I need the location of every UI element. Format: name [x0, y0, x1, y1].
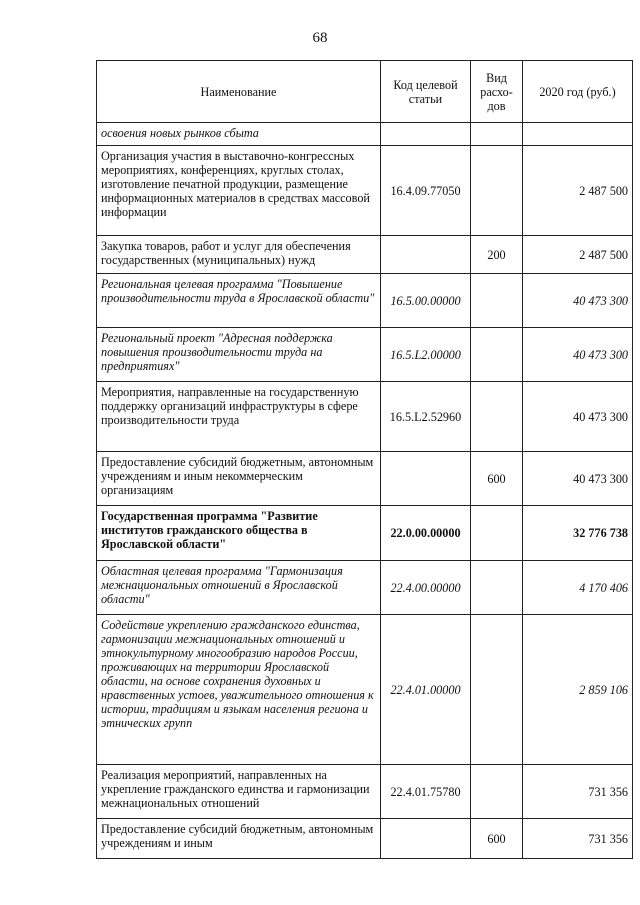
row-name-cell	[97, 452, 381, 506]
table-row	[97, 765, 633, 819]
row-name-cell	[97, 382, 381, 452]
table-row	[97, 819, 633, 859]
row-kind-cell	[471, 146, 523, 236]
table-row	[97, 452, 633, 506]
table-row	[97, 274, 633, 328]
row-name-text: Региональная целевая программа "Повышение производительности труда в Ярославской области"	[101, 277, 375, 305]
row-amount-cell: 2 487 500	[523, 146, 633, 236]
table-row	[97, 146, 633, 236]
row-kind-cell	[471, 123, 523, 146]
row-amount-cell: 40 473 300	[523, 274, 633, 328]
row-name-text: Закупка товаров, работ и услуг для обеспечения государственных (муниципальных) нужд	[101, 239, 351, 267]
row-name-text: Областная целевая программа "Гармонизация межнациональных отношений в Ярославской области"	[101, 564, 343, 606]
header-name: Наименование	[97, 61, 381, 123]
row-code-cell: 16.5.L2.52960	[381, 382, 471, 452]
row-name-text: Организация участия в выставочно-конгрессных мероприятиях, конференциях, круглых столах, изготовление печатной продукции, размещение информационных материалов в средствах массовой информации	[101, 149, 370, 219]
row-name-text: Государственная программа "Развитие институтов гражданского общества в Ярославской области"	[101, 509, 318, 551]
row-kind-cell	[471, 765, 523, 819]
row-code-cell: 16.5.L2.00000	[381, 328, 471, 382]
row-name-cell	[97, 146, 381, 236]
row-code-cell: 22.0.00.00000	[381, 506, 471, 561]
row-name-cell	[97, 819, 381, 859]
row-amount-cell: 40 473 300	[523, 328, 633, 382]
row-amount-cell: 2 487 500	[523, 236, 633, 274]
row-name-text: Предоставление субсидий бюджетным, автономным учреждениям и иным некоммерческим организациям	[101, 455, 374, 497]
row-code-cell	[381, 236, 471, 274]
header-code: Код целевой статьи	[381, 61, 471, 123]
row-kind-cell	[471, 506, 523, 561]
row-amount-cell: 4 170 406	[523, 561, 633, 615]
row-code-cell	[381, 123, 471, 146]
table-row	[97, 561, 633, 615]
header-kind: Вид расхо-дов	[471, 61, 523, 123]
table-row	[97, 382, 633, 452]
table-row	[97, 615, 633, 765]
table-body	[97, 123, 633, 859]
row-name-cell	[97, 615, 381, 765]
header-row	[97, 61, 633, 123]
row-amount-cell: 40 473 300	[523, 382, 633, 452]
row-name-text: Предоставление субсидий бюджетным, автономным учреждениям и иным	[101, 822, 374, 850]
row-kind-cell	[471, 615, 523, 765]
header-amount: 2020 год (руб.)	[523, 61, 633, 123]
row-kind-cell	[471, 274, 523, 328]
row-amount-cell: 2 859 106	[523, 615, 633, 765]
row-name-cell	[97, 765, 381, 819]
row-amount-cell: 40 473 300	[523, 452, 633, 506]
row-kind-cell: 600	[471, 819, 523, 859]
row-code-cell: 22.4.00.00000	[381, 561, 471, 615]
row-code-cell	[381, 452, 471, 506]
row-kind-cell: 200	[471, 236, 523, 274]
row-name-text: Реализация мероприятий, направленных на укрепление гражданского единства и гармонизации межнациональных отношений	[101, 768, 370, 810]
row-name-cell	[97, 274, 381, 328]
budget-table	[96, 60, 633, 859]
table-row	[97, 236, 633, 274]
row-kind-cell	[471, 561, 523, 615]
row-name-text: Содействие укреплению гражданского единства, гармонизации межнациональных отношений и этнокультурному многообразию народов России, проживающих на территории Ярославской области, на основе сохранения духовных и нравственных устоев, уважительного отношения к истории, традициям и языкам населения региона и этнических групп	[101, 618, 374, 730]
row-amount-cell: 731 356	[523, 765, 633, 819]
row-kind-cell	[471, 382, 523, 452]
row-name-text: Региональный проект "Адресная поддержка повышения производительности труда на предприятиях"	[101, 331, 333, 373]
row-kind-cell: 600	[471, 452, 523, 506]
row-code-cell: 22.4.01.75780	[381, 765, 471, 819]
row-name-cell	[97, 328, 381, 382]
row-amount-cell: 32 776 738	[523, 506, 633, 561]
row-code-cell	[381, 819, 471, 859]
table-row	[97, 123, 633, 146]
table-row	[97, 328, 633, 382]
row-name-cell	[97, 506, 381, 561]
row-name-cell	[97, 236, 381, 274]
row-code-cell: 16.4.09.77050	[381, 146, 471, 236]
table-row	[97, 506, 633, 561]
row-code-cell: 22.4.01.00000	[381, 615, 471, 765]
row-amount-cell: 731 356	[523, 819, 633, 859]
row-name-cell	[97, 123, 381, 146]
page-number: 68	[312, 30, 328, 46]
row-name-text: Мероприятия, направленные на государственную поддержку организаций инфраструктуры в сфере производительности труда	[101, 385, 359, 427]
row-amount-cell	[523, 123, 633, 146]
row-name-cell	[97, 561, 381, 615]
row-name-text: освоения новых рынков сбыта	[101, 126, 259, 140]
row-kind-cell	[471, 328, 523, 382]
row-code-cell: 16.5.00.00000	[381, 274, 471, 328]
